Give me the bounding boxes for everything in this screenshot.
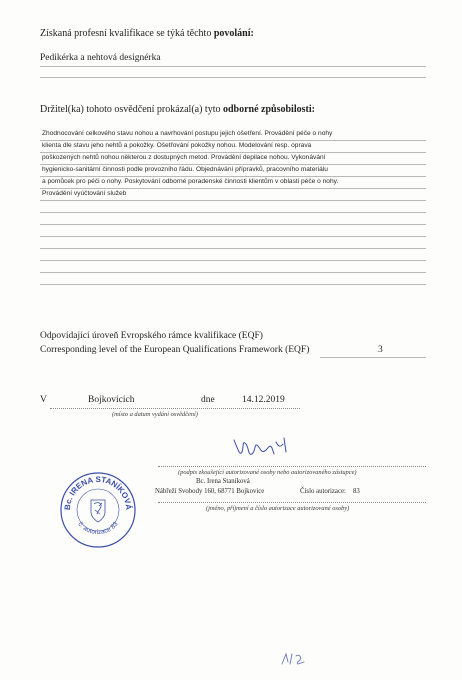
rule [40, 188, 426, 189]
date-value: 14.12.2019 [242, 395, 285, 405]
competence-line: klienta dle stavu jeho nehtů a pokožky. Ošetřování pokožky nohou. Modelování resp. oprava [42, 142, 312, 149]
competence-line: hygienicko-sanitární činnosti podle provozního řádu. Objednávání přípravků, pracovního materiálu [42, 166, 328, 173]
rule [40, 152, 426, 153]
competence-line: Provádění vyúčtování služeb [42, 190, 127, 197]
date-label: dne [201, 395, 215, 405]
lion-emblem-icon [91, 500, 105, 522]
competence-line: a pomůcek pro péči o nohy. Poskytování odborné poradenské činnosti klientům v oblasti péče o nohy. [42, 178, 339, 185]
authority-name: Bc. Irena Staníková [196, 478, 250, 485]
signature-caption: (podpis zkoušející autorizované osoby nebo autorizovaného zástupce) [178, 469, 357, 476]
qualification-value: Pedikérka a nehtová designérka [40, 53, 161, 63]
official-stamp [58, 470, 138, 550]
competence-line: Zhodnocování celkového stavu nohou a navrhování postupu jejich ošetření. Provádění péče o nohy [42, 130, 333, 137]
stamp-sub: č. autorizace 83 [76, 520, 120, 537]
rule [40, 260, 426, 261]
rule [40, 77, 426, 78]
rule [40, 212, 426, 213]
rule [40, 176, 426, 177]
authority-address: Nábřeží Svobody 160, 68771 Bojkovice [155, 488, 265, 495]
eqf-label-en: Corresponding level of the European Qualifications Framework (EQF) [40, 345, 310, 355]
initials-mark [278, 650, 308, 668]
place-date-rule [50, 408, 300, 409]
place-value: Bojkovicích [88, 395, 135, 405]
authority-number: 83 [353, 488, 360, 495]
rule [40, 164, 426, 165]
rule [40, 248, 426, 249]
signature [228, 432, 298, 468]
authority-number-label: Číslo autorizace: [300, 488, 346, 495]
rule [40, 66, 426, 67]
eqf-label-cz: Odpovídající úroveň Evropského rámce kvalifikace (EQF) [40, 331, 263, 341]
place-prefix: V [40, 395, 47, 405]
eqf-rule [320, 357, 426, 358]
qualification-label: Získaná profesní kvalifikace se týká těchto povolání: [40, 28, 254, 39]
stamp-name: Bc. IRENA STANÍKOVÁ [62, 474, 134, 511]
place-date-caption: (místo a datum vydání osvědčení) [112, 411, 198, 418]
rule [40, 224, 426, 225]
eqf-level: 3 [378, 345, 383, 355]
rule [40, 200, 426, 201]
rule [40, 284, 426, 285]
competence-line: poškozených nehtů nohou některou z dostupných metod. Provádění depilace nohou. Vykonávání [42, 154, 326, 161]
rule [40, 140, 426, 141]
rule [40, 236, 426, 237]
rule [40, 272, 426, 273]
competences-label: Držitel(ka) tohoto osvědčení prokázal(a) tyto odborné způsobilosti: [40, 104, 315, 115]
signature-rule [158, 466, 426, 467]
authority-caption: (jméno, příjmení a číslo autorizace autorizované osoby) [206, 505, 350, 512]
authority-rule [158, 502, 426, 503]
